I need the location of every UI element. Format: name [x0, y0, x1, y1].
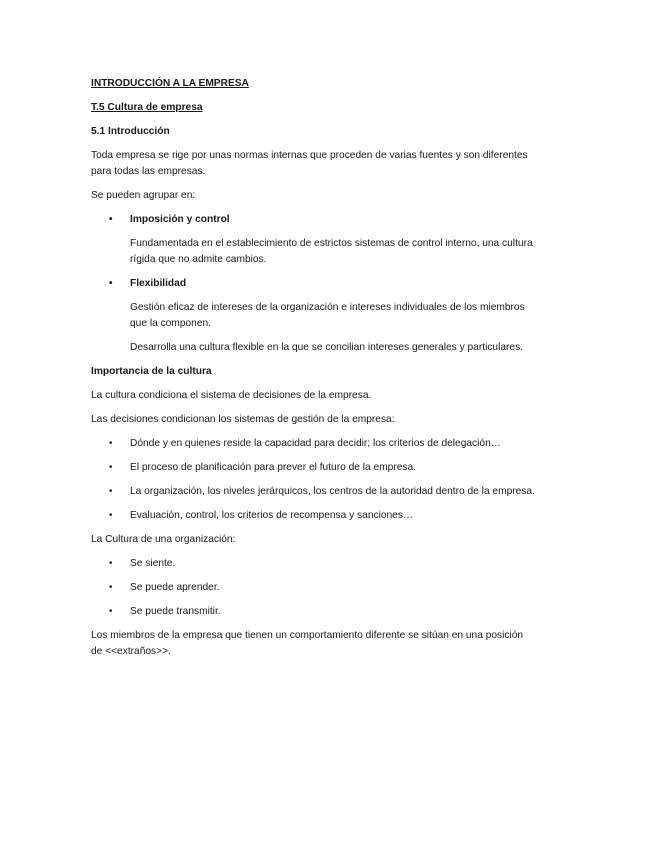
type-extra: Desarrolla una cultura flexible en la que se concilian intereses generales y particulares.: [130, 342, 523, 353]
list-item: [91, 604, 571, 620]
paragraph-line: que la componen.: [130, 318, 211, 329]
paragraph-line: Fundamentada en el establecimiento de estrictos sistemas de control interno, una cultura: [130, 238, 533, 249]
bullet-icon: •: [109, 438, 113, 449]
paragraph-line: rígida que no admite cambios.: [130, 254, 267, 265]
intro-paragraph: [91, 148, 571, 180]
document-title: INTRODUCCIÓN A LA EMPRESA: [91, 78, 249, 89]
paragraph-line: de <<extraños>>.: [91, 646, 171, 657]
closing-paragraph: [91, 628, 571, 660]
importance-heading: Importancia de la cultura: [91, 366, 212, 377]
list-item-text: Evaluación, control, los criterios de recompensa y sanciones…: [130, 510, 414, 521]
importance-paragraph: Las decisiones condicionan los sistemas de gestión de la empresa:: [91, 414, 395, 425]
list-item-label: Flexibilidad: [130, 278, 187, 289]
bullet-icon: •: [109, 510, 113, 521]
list-item: [91, 580, 571, 596]
paragraph-line: Gestión eficaz de intereses de la organización e intereses individuales de los miembros: [130, 302, 525, 313]
list-item: [91, 460, 571, 476]
list-item-text: Dónde y en quienes reside la capacidad para decidir; los criterios de delegación…: [130, 438, 501, 449]
bullet-icon: •: [109, 214, 113, 225]
type-description: [91, 236, 571, 268]
group-intro: Se pueden agrupar en:: [91, 190, 196, 201]
paragraph-line: Los miembros de la empresa que tienen un comportamiento diferente se sitúan en una posición: [91, 630, 524, 641]
document-subtitle: T.5 Cultura de empresa: [91, 102, 203, 113]
list-item: [91, 436, 571, 452]
bullet-icon: •: [109, 582, 113, 593]
bullet-icon: •: [109, 462, 113, 473]
culture-heading: La Cultura de una organización:: [91, 534, 236, 545]
list-item: [91, 276, 571, 292]
list-item: [91, 556, 571, 572]
list-item: [91, 484, 571, 500]
list-item: [91, 508, 571, 524]
list-item-text: Se siente.: [130, 558, 176, 569]
importance-paragraph: La cultura condiciona el sistema de decisiones de la empresa.: [91, 390, 372, 401]
paragraph-line: Toda empresa se rige por unas normas internas que proceden de varias fuentes y son diferentes: [91, 150, 528, 161]
list-item-label: Imposición y control: [130, 214, 230, 225]
document-page: [91, 76, 571, 660]
list-item-text: Se puede transmitir.: [130, 606, 221, 617]
list-item-text: Se puede aprender.: [130, 582, 220, 593]
bullet-icon: •: [109, 278, 113, 289]
type-description: [91, 300, 571, 332]
list-item-text: La organización, los niveles jerárquicos, los centros de la autoridad dentro de la empresa.: [130, 486, 535, 497]
bullet-icon: •: [109, 558, 113, 569]
bullet-icon: •: [109, 486, 113, 497]
paragraph-line: para todas las empresas.: [91, 166, 206, 177]
list-item-text: El proceso de planificación para prever el futuro de la empresa.: [130, 462, 416, 473]
bullet-icon: •: [109, 606, 113, 617]
section-heading: 5.1 Introducción: [91, 126, 170, 137]
list-item: [91, 212, 571, 228]
